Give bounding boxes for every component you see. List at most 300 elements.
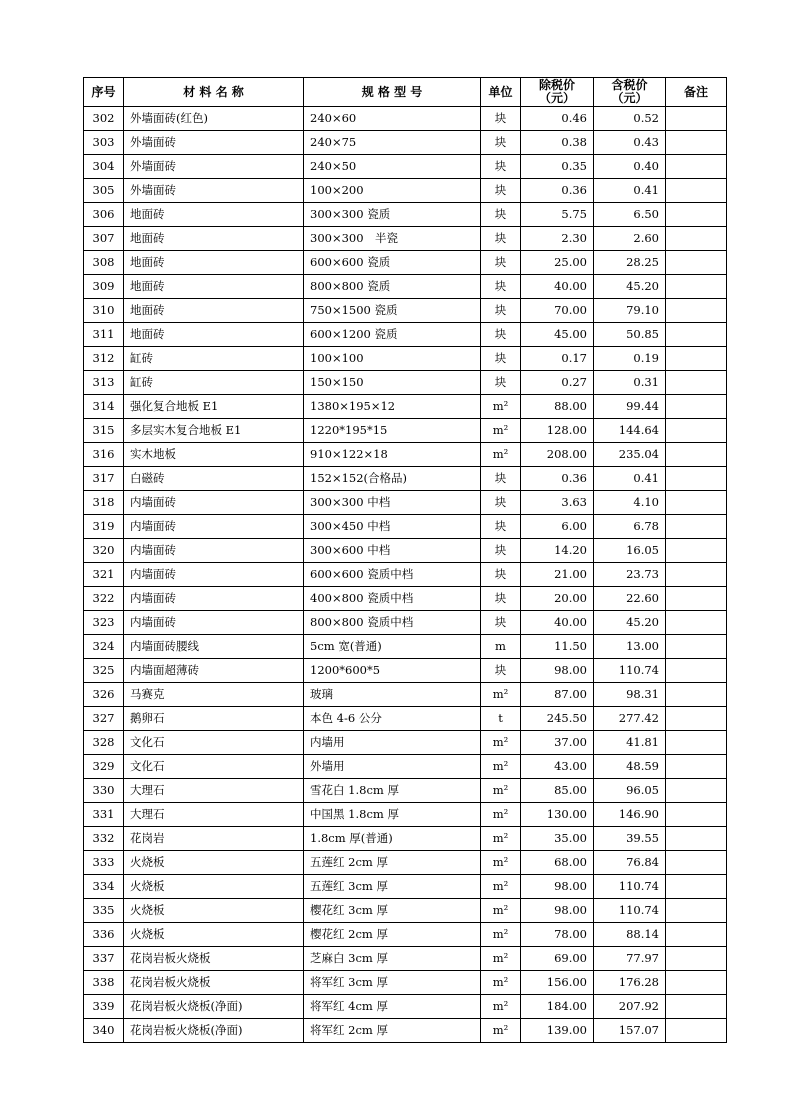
- cell-material-name: 内墙面砖: [124, 515, 304, 539]
- cell-remark: [666, 587, 727, 611]
- cell-serial-no: 340: [84, 1019, 124, 1043]
- cell-spec-model: 本色 4-6 公分: [304, 707, 481, 731]
- cell-price-inc-tax: 235.04: [594, 443, 666, 467]
- header-price-inc-tax-line2: （元）: [611, 91, 648, 105]
- cell-spec-model: 910×122×18: [304, 443, 481, 467]
- cell-price-inc-tax: 144.64: [594, 419, 666, 443]
- cell-material-name: 内墙面砖: [124, 539, 304, 563]
- cell-serial-no: 328: [84, 731, 124, 755]
- cell-serial-no: 304: [84, 155, 124, 179]
- cell-price-inc-tax: 45.20: [594, 611, 666, 635]
- cell-price-inc-tax: 176.28: [594, 971, 666, 995]
- cell-serial-no: 313: [84, 371, 124, 395]
- cell-price-ex-tax: 156.00: [521, 971, 594, 995]
- table-row: [84, 107, 727, 131]
- cell-remark: [666, 971, 727, 995]
- cell-serial-no: 306: [84, 203, 124, 227]
- cell-price-ex-tax: 98.00: [521, 875, 594, 899]
- cell-spec-model: 1200*600*5: [304, 659, 481, 683]
- cell-spec-model: 100×200: [304, 179, 481, 203]
- cell-material-name: 外墙面砖: [124, 179, 304, 203]
- cell-price-ex-tax: 98.00: [521, 899, 594, 923]
- cell-remark: [666, 659, 727, 683]
- cell-serial-no: 337: [84, 947, 124, 971]
- cell-price-ex-tax: 45.00: [521, 323, 594, 347]
- cell-material-name: 内墙面超薄砖: [124, 659, 304, 683]
- cell-material-name: 地面砖: [124, 251, 304, 275]
- table-row: [84, 755, 727, 779]
- cell-price-ex-tax: 2.30: [521, 227, 594, 251]
- cell-serial-no: 329: [84, 755, 124, 779]
- cell-material-name: 火烧板: [124, 851, 304, 875]
- cell-unit: 块: [481, 179, 521, 203]
- cell-spec-model: 芝麻白 3cm 厚: [304, 947, 481, 971]
- cell-unit: 块: [481, 299, 521, 323]
- table-row: [84, 779, 727, 803]
- cell-price-inc-tax: 50.85: [594, 323, 666, 347]
- cell-serial-no: 339: [84, 995, 124, 1019]
- cell-remark: [666, 155, 727, 179]
- cell-material-name: 外墙面砖: [124, 155, 304, 179]
- cell-price-ex-tax: 40.00: [521, 611, 594, 635]
- cell-remark: [666, 131, 727, 155]
- table-row: [84, 635, 727, 659]
- cell-spec-model: 600×600 瓷质: [304, 251, 481, 275]
- cell-remark: [666, 467, 727, 491]
- cell-serial-no: 319: [84, 515, 124, 539]
- cell-material-name: 火烧板: [124, 899, 304, 923]
- cell-serial-no: 309: [84, 275, 124, 299]
- cell-material-name: 花岗岩: [124, 827, 304, 851]
- cell-remark: [666, 779, 727, 803]
- cell-price-ex-tax: 20.00: [521, 587, 594, 611]
- cell-material-name: 内墙面砖: [124, 563, 304, 587]
- cell-price-inc-tax: 79.10: [594, 299, 666, 323]
- cell-unit: m: [481, 635, 521, 659]
- cell-remark: [666, 419, 727, 443]
- cell-unit: 块: [481, 611, 521, 635]
- cell-price-ex-tax: 43.00: [521, 755, 594, 779]
- table-row: [84, 299, 727, 323]
- cell-price-inc-tax: 23.73: [594, 563, 666, 587]
- table-row: [84, 251, 727, 275]
- cell-spec-model: 五莲红 3cm 厚: [304, 875, 481, 899]
- cell-price-inc-tax: 146.90: [594, 803, 666, 827]
- cell-spec-model: 300×300 半瓷: [304, 227, 481, 251]
- cell-material-name: 大理石: [124, 779, 304, 803]
- cell-material-name: 火烧板: [124, 923, 304, 947]
- cell-remark: [666, 731, 727, 755]
- cell-price-inc-tax: 110.74: [594, 875, 666, 899]
- cell-remark: [666, 635, 727, 659]
- cell-spec-model: 300×300 瓷质: [304, 203, 481, 227]
- header-price-ex-tax-line1: 除税价: [538, 78, 575, 92]
- cell-price-inc-tax: 2.60: [594, 227, 666, 251]
- table-row: [84, 851, 727, 875]
- cell-price-inc-tax: 88.14: [594, 923, 666, 947]
- cell-material-name: 实木地板: [124, 443, 304, 467]
- cell-price-ex-tax: 78.00: [521, 923, 594, 947]
- cell-price-inc-tax: 0.19: [594, 347, 666, 371]
- cell-remark: [666, 755, 727, 779]
- cell-material-name: 大理石: [124, 803, 304, 827]
- table-row: [84, 947, 727, 971]
- cell-price-ex-tax: 5.75: [521, 203, 594, 227]
- cell-spec-model: 100×100: [304, 347, 481, 371]
- cell-price-ex-tax: 68.00: [521, 851, 594, 875]
- cell-spec-model: 300×450 中档: [304, 515, 481, 539]
- cell-unit: m²: [481, 443, 521, 467]
- cell-unit: 块: [481, 323, 521, 347]
- cell-price-inc-tax: 207.92: [594, 995, 666, 1019]
- cell-remark: [666, 539, 727, 563]
- cell-price-ex-tax: 0.36: [521, 179, 594, 203]
- cell-unit: 块: [481, 155, 521, 179]
- cell-price-ex-tax: 70.00: [521, 299, 594, 323]
- cell-price-inc-tax: 39.55: [594, 827, 666, 851]
- cell-material-name: 内墙面砖: [124, 491, 304, 515]
- cell-price-inc-tax: 22.60: [594, 587, 666, 611]
- cell-spec-model: 玻璃: [304, 683, 481, 707]
- cell-price-inc-tax: 0.40: [594, 155, 666, 179]
- cell-unit: m²: [481, 827, 521, 851]
- cell-price-inc-tax: 96.05: [594, 779, 666, 803]
- cell-serial-no: 303: [84, 131, 124, 155]
- cell-price-ex-tax: 184.00: [521, 995, 594, 1019]
- cell-unit: 块: [481, 539, 521, 563]
- header-unit: 单位: [481, 78, 521, 107]
- header-price-ex-tax-line2: （元）: [538, 91, 575, 105]
- cell-material-name: 缸砖: [124, 347, 304, 371]
- cell-price-ex-tax: 35.00: [521, 827, 594, 851]
- cell-spec-model: 150×150: [304, 371, 481, 395]
- header-price-inc-tax: [594, 78, 666, 107]
- cell-remark: [666, 275, 727, 299]
- cell-spec-model: 600×600 瓷质中档: [304, 563, 481, 587]
- cell-unit: 块: [481, 515, 521, 539]
- table-row: [84, 611, 727, 635]
- cell-spec-model: 中国黑 1.8cm 厚: [304, 803, 481, 827]
- header-row: [84, 78, 727, 107]
- cell-serial-no: 334: [84, 875, 124, 899]
- header-material-name: 材 料 名 称: [124, 78, 304, 107]
- cell-price-inc-tax: 77.97: [594, 947, 666, 971]
- table-row: [84, 227, 727, 251]
- cell-serial-no: 314: [84, 395, 124, 419]
- cell-unit: m²: [481, 755, 521, 779]
- cell-unit: m²: [481, 731, 521, 755]
- cell-unit: 块: [481, 275, 521, 299]
- cell-remark: [666, 179, 727, 203]
- cell-serial-no: 325: [84, 659, 124, 683]
- cell-price-ex-tax: 0.36: [521, 467, 594, 491]
- cell-price-inc-tax: 4.10: [594, 491, 666, 515]
- cell-unit: m²: [481, 419, 521, 443]
- cell-unit: 块: [481, 659, 521, 683]
- cell-price-ex-tax: 0.27: [521, 371, 594, 395]
- material-price-table: [83, 77, 727, 1043]
- table-row: [84, 419, 727, 443]
- cell-price-inc-tax: 6.50: [594, 203, 666, 227]
- table-row: [84, 275, 727, 299]
- table-row: [84, 587, 727, 611]
- cell-price-ex-tax: 69.00: [521, 947, 594, 971]
- cell-price-ex-tax: 37.00: [521, 731, 594, 755]
- cell-unit: m²: [481, 899, 521, 923]
- cell-remark: [666, 515, 727, 539]
- cell-price-ex-tax: 208.00: [521, 443, 594, 467]
- cell-serial-no: 336: [84, 923, 124, 947]
- cell-price-inc-tax: 6.78: [594, 515, 666, 539]
- cell-unit: 块: [481, 371, 521, 395]
- table-row: [84, 659, 727, 683]
- cell-unit: m²: [481, 971, 521, 995]
- cell-serial-no: 320: [84, 539, 124, 563]
- cell-price-inc-tax: 45.20: [594, 275, 666, 299]
- table-row: [84, 827, 727, 851]
- cell-serial-no: 327: [84, 707, 124, 731]
- cell-material-name: 鹅卵石: [124, 707, 304, 731]
- cell-spec-model: 樱花红 3cm 厚: [304, 899, 481, 923]
- cell-remark: [666, 227, 727, 251]
- cell-spec-model: 将军红 3cm 厚: [304, 971, 481, 995]
- cell-spec-model: 将军红 4cm 厚: [304, 995, 481, 1019]
- cell-material-name: 文化石: [124, 755, 304, 779]
- table-row: [84, 131, 727, 155]
- cell-material-name: 花岗岩板火烧板(净面): [124, 1019, 304, 1043]
- table-header: [84, 78, 727, 107]
- header-price-ex-tax: [521, 78, 594, 107]
- cell-spec-model: 152×152(合格品): [304, 467, 481, 491]
- cell-material-name: 地面砖: [124, 323, 304, 347]
- cell-material-name: 内墙面砖: [124, 611, 304, 635]
- cell-price-inc-tax: 0.41: [594, 179, 666, 203]
- cell-price-inc-tax: 16.05: [594, 539, 666, 563]
- table-body: [84, 107, 727, 1043]
- cell-price-ex-tax: 245.50: [521, 707, 594, 731]
- cell-unit: 块: [481, 107, 521, 131]
- cell-serial-no: 338: [84, 971, 124, 995]
- cell-material-name: 内墙面砖: [124, 587, 304, 611]
- cell-spec-model: 五莲红 2cm 厚: [304, 851, 481, 875]
- cell-price-ex-tax: 3.63: [521, 491, 594, 515]
- cell-price-inc-tax: 28.25: [594, 251, 666, 275]
- table-row: [84, 971, 727, 995]
- cell-unit: m²: [481, 995, 521, 1019]
- cell-spec-model: 800×800 瓷质: [304, 275, 481, 299]
- cell-spec-model: 300×600 中档: [304, 539, 481, 563]
- cell-material-name: 花岗岩板火烧板: [124, 947, 304, 971]
- cell-material-name: 地面砖: [124, 203, 304, 227]
- cell-unit: m²: [481, 851, 521, 875]
- cell-price-ex-tax: 14.20: [521, 539, 594, 563]
- cell-spec-model: 750×1500 瓷质: [304, 299, 481, 323]
- table-row: [84, 803, 727, 827]
- table-row: [84, 155, 727, 179]
- cell-serial-no: 317: [84, 467, 124, 491]
- cell-material-name: 外墙面砖(红色): [124, 107, 304, 131]
- cell-unit: 块: [481, 587, 521, 611]
- cell-price-ex-tax: 0.46: [521, 107, 594, 131]
- cell-spec-model: 800×800 瓷质中档: [304, 611, 481, 635]
- cell-price-inc-tax: 110.74: [594, 899, 666, 923]
- cell-price-inc-tax: 110.74: [594, 659, 666, 683]
- cell-remark: [666, 491, 727, 515]
- table-row: [84, 683, 727, 707]
- cell-remark: [666, 803, 727, 827]
- cell-unit: m²: [481, 923, 521, 947]
- cell-price-ex-tax: 6.00: [521, 515, 594, 539]
- cell-serial-no: 333: [84, 851, 124, 875]
- cell-price-ex-tax: 11.50: [521, 635, 594, 659]
- cell-material-name: 马赛克: [124, 683, 304, 707]
- cell-unit: m²: [481, 683, 521, 707]
- cell-spec-model: 5cm 宽(普通): [304, 635, 481, 659]
- cell-spec-model: 樱花红 2cm 厚: [304, 923, 481, 947]
- cell-material-name: 多层实木复合地板 E1: [124, 419, 304, 443]
- cell-unit: m²: [481, 803, 521, 827]
- header-serial-no: 序号: [84, 78, 124, 107]
- cell-remark: [666, 251, 727, 275]
- cell-spec-model: 240×60: [304, 107, 481, 131]
- cell-price-ex-tax: 25.00: [521, 251, 594, 275]
- cell-remark: [666, 683, 727, 707]
- table-row: [84, 443, 727, 467]
- cell-price-ex-tax: 0.17: [521, 347, 594, 371]
- table-row: [84, 899, 727, 923]
- cell-spec-model: 240×75: [304, 131, 481, 155]
- cell-remark: [666, 923, 727, 947]
- cell-price-inc-tax: 0.52: [594, 107, 666, 131]
- table-row: [84, 707, 727, 731]
- cell-price-inc-tax: 13.00: [594, 635, 666, 659]
- cell-remark: [666, 563, 727, 587]
- cell-material-name: 文化石: [124, 731, 304, 755]
- table-row: [84, 203, 727, 227]
- cell-remark: [666, 371, 727, 395]
- cell-serial-no: 308: [84, 251, 124, 275]
- cell-price-inc-tax: 41.81: [594, 731, 666, 755]
- cell-unit: m²: [481, 947, 521, 971]
- cell-price-ex-tax: 21.00: [521, 563, 594, 587]
- cell-material-name: 地面砖: [124, 275, 304, 299]
- cell-price-inc-tax: 99.44: [594, 395, 666, 419]
- table-row: [84, 347, 727, 371]
- cell-unit: m²: [481, 395, 521, 419]
- cell-remark: [666, 347, 727, 371]
- cell-price-ex-tax: 0.38: [521, 131, 594, 155]
- cell-serial-no: 311: [84, 323, 124, 347]
- cell-remark: [666, 203, 727, 227]
- cell-serial-no: 321: [84, 563, 124, 587]
- cell-unit: 块: [481, 347, 521, 371]
- cell-price-inc-tax: 0.41: [594, 467, 666, 491]
- cell-serial-no: 307: [84, 227, 124, 251]
- cell-remark: [666, 443, 727, 467]
- table-row: [84, 995, 727, 1019]
- cell-price-inc-tax: 277.42: [594, 707, 666, 731]
- cell-serial-no: 331: [84, 803, 124, 827]
- cell-serial-no: 335: [84, 899, 124, 923]
- cell-unit: 块: [481, 203, 521, 227]
- cell-price-ex-tax: 98.00: [521, 659, 594, 683]
- cell-unit: 块: [481, 227, 521, 251]
- cell-serial-no: 310: [84, 299, 124, 323]
- header-spec-model: 规 格 型 号: [304, 78, 481, 107]
- cell-material-name: 白磁砖: [124, 467, 304, 491]
- cell-price-inc-tax: 0.31: [594, 371, 666, 395]
- cell-remark: [666, 875, 727, 899]
- cell-unit: m²: [481, 779, 521, 803]
- cell-material-name: 强化复合地板 E1: [124, 395, 304, 419]
- cell-serial-no: 302: [84, 107, 124, 131]
- cell-serial-no: 322: [84, 587, 124, 611]
- cell-unit: 块: [481, 563, 521, 587]
- cell-spec-model: 1380×195×12: [304, 395, 481, 419]
- cell-remark: [666, 851, 727, 875]
- cell-remark: [666, 1019, 727, 1043]
- table-row: [84, 371, 727, 395]
- cell-price-ex-tax: 88.00: [521, 395, 594, 419]
- table-row: [84, 515, 727, 539]
- table-row: [84, 923, 727, 947]
- cell-price-ex-tax: 139.00: [521, 1019, 594, 1043]
- cell-serial-no: 332: [84, 827, 124, 851]
- cell-price-inc-tax: 0.43: [594, 131, 666, 155]
- header-remark: 备注: [666, 78, 727, 107]
- cell-price-ex-tax: 40.00: [521, 275, 594, 299]
- cell-material-name: 花岗岩板火烧板(净面): [124, 995, 304, 1019]
- cell-remark: [666, 611, 727, 635]
- cell-price-inc-tax: 48.59: [594, 755, 666, 779]
- cell-unit: m²: [481, 875, 521, 899]
- cell-unit: m²: [481, 1019, 521, 1043]
- table-row: [84, 491, 727, 515]
- table-row: [84, 563, 727, 587]
- cell-material-name: 火烧板: [124, 875, 304, 899]
- cell-price-inc-tax: 76.84: [594, 851, 666, 875]
- cell-serial-no: 324: [84, 635, 124, 659]
- cell-serial-no: 318: [84, 491, 124, 515]
- cell-spec-model: 300×300 中档: [304, 491, 481, 515]
- cell-price-ex-tax: 85.00: [521, 779, 594, 803]
- cell-unit: 块: [481, 491, 521, 515]
- cell-material-name: 缸砖: [124, 371, 304, 395]
- cell-unit: 块: [481, 131, 521, 155]
- cell-unit: 块: [481, 467, 521, 491]
- cell-serial-no: 326: [84, 683, 124, 707]
- cell-remark: [666, 707, 727, 731]
- cell-remark: [666, 827, 727, 851]
- cell-remark: [666, 947, 727, 971]
- header-price-inc-tax-line1: 含税价: [611, 78, 648, 92]
- cell-spec-model: 1.8cm 厚(普通): [304, 827, 481, 851]
- cell-serial-no: 330: [84, 779, 124, 803]
- cell-spec-model: 600×1200 瓷质: [304, 323, 481, 347]
- cell-serial-no: 312: [84, 347, 124, 371]
- table-row: [84, 467, 727, 491]
- cell-spec-model: 1220*195*15: [304, 419, 481, 443]
- cell-remark: [666, 995, 727, 1019]
- cell-price-ex-tax: 0.35: [521, 155, 594, 179]
- cell-serial-no: 315: [84, 419, 124, 443]
- cell-price-inc-tax: 157.07: [594, 1019, 666, 1043]
- table-row: [84, 731, 727, 755]
- cell-unit: t: [481, 707, 521, 731]
- cell-material-name: 地面砖: [124, 299, 304, 323]
- table-row: [84, 179, 727, 203]
- cell-spec-model: 外墙用: [304, 755, 481, 779]
